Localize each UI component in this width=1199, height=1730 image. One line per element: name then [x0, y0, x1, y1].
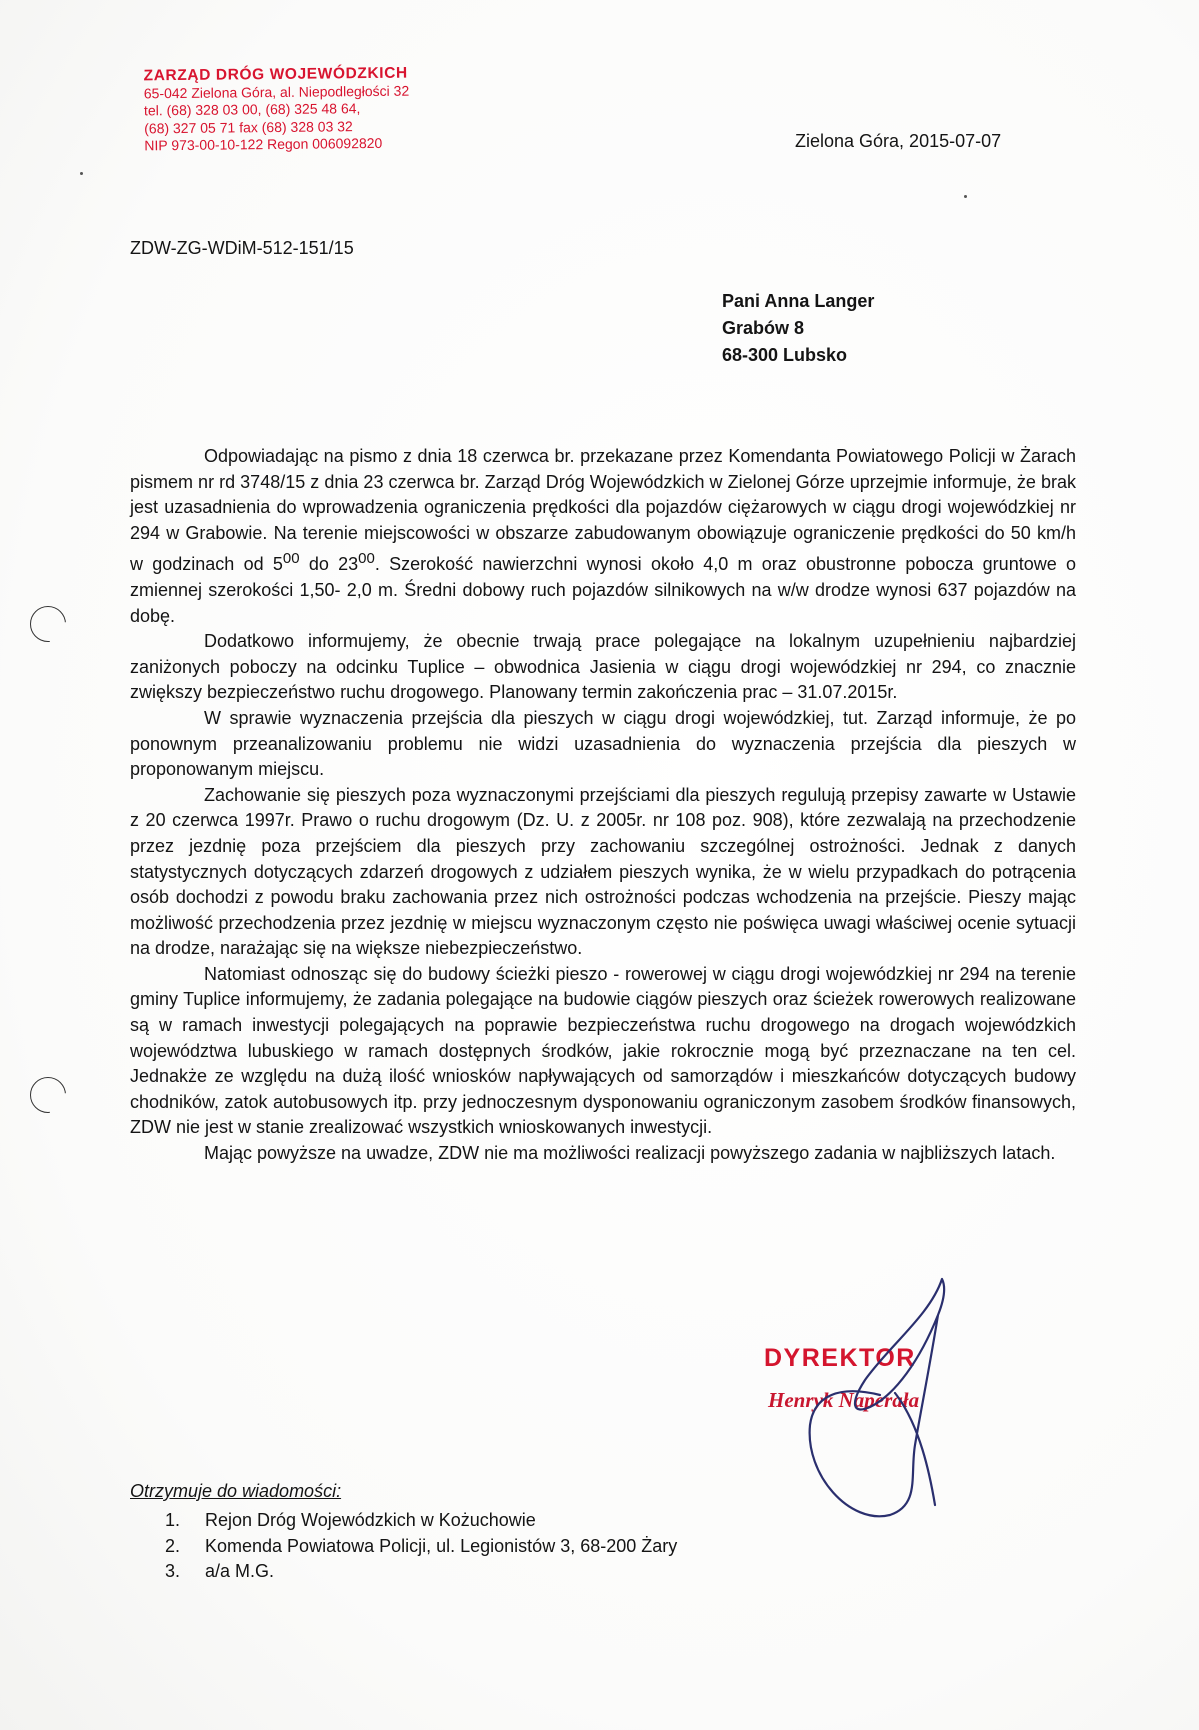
- recipient-address: [722, 288, 874, 369]
- place-date: Zielona Góra, 2015-07-07: [795, 131, 1002, 151]
- letterhead-organization: ZARZĄD DRÓG WOJEWÓDZKICH: [143, 64, 408, 85]
- letterhead-address: 65-042 Zielona Góra, al. Niepodległości 32: [143, 82, 410, 101]
- scan-speck: [80, 172, 83, 175]
- paragraph-1-text-b: do 23: [299, 554, 359, 575]
- paragraph-1-text-a: Odpowiadając na pismo z dnia 18 czerwca br. przekazane przez Komendanta Powiatowego Policji w Żarach pismem nr rd 3748/15 z dnia 23 czerwca br. Zarząd Dróg Wojewódzkich w Zielonej Górze uprzejmie informuje, że brak jest uzasadnienia do wprowadzenia ograniczenia prędkości dla pojazdów ciężarowych w ciągu drogi wojewódzkiej nr 294 w Grabowie. Na terenie miejscowości w obszarze zabudowanym obowiązuje ograniczenie prędkości do 50 km/h w godzinach od 5: [130, 446, 1076, 575]
- cc-item: [165, 1559, 677, 1585]
- paragraph-1-text-c: . Szerokość nawierzchni wynosi około 4,0 m oraz obustronne pobocza gruntowe o zmiennej szerokości 1,50- 2,0 m. Średni dobowy ruch pojazdów silnikowych na w/w drodze wynosi 637 pojazdów na dobę.: [130, 554, 1076, 626]
- letterhead-phone: tel. (68) 328 03 00, (68) 325 48 64,: [143, 100, 361, 119]
- cc-item-text: Rejon Dróg Wojewódzkich w Kożuchowie: [205, 1510, 536, 1530]
- cc-item-number: 2.: [165, 1535, 181, 1556]
- time-superscript: 00: [282, 550, 300, 568]
- time-superscript: 00: [358, 550, 375, 568]
- signatory-name-stamp: Henryk Naperała: [768, 1388, 920, 1412]
- handwritten-signature: [770, 1275, 1000, 1535]
- scan-speck: [964, 195, 967, 198]
- recipient-street: Grabów 8: [722, 318, 805, 338]
- letterhead-ids: NIP 973-00-10-122 Regon 006092820: [144, 134, 383, 154]
- recipient-city: 68-300 Lubsko: [722, 345, 848, 365]
- cc-item-number: 3.: [165, 1561, 181, 1582]
- paragraph-1: [130, 444, 1076, 629]
- cc-heading: Otrzymuje do wiadomości:: [130, 1481, 342, 1501]
- signatory-title-stamp: DYREKTOR: [764, 1344, 916, 1372]
- paragraph-6: Mając powyższe na uwadze, ZDW nie ma możliwości realizacji powyższego zadania w najbliższych latach.: [204, 1143, 1056, 1164]
- cc-item-text: a/a M.G.: [205, 1561, 275, 1582]
- punch-hole-top: [30, 606, 66, 642]
- cc-item: [165, 1508, 677, 1534]
- letterhead-stamp: [144, 65, 410, 155]
- cc-item-number: 1.: [165, 1510, 181, 1530]
- cc-item-text: Komenda Powiatowa Policji, ul. Legionistów 3, 68-200 Żary: [205, 1535, 678, 1556]
- reference-number: ZDW-ZG-WDiM-512-151/15: [130, 238, 354, 258]
- paragraph-5: Natomiast odnosząc się do budowy ścieżki pieszo - rowerowej w ciągu drogi wojewódzkiej nr 294 na terenie gminy Tuplice informujemy, że zadania polegające na budowie ciągów pieszych oraz ścieżek rowerowych realizowane są w ramach inwestycji polegających na poprawie bezpieczeństwa ruchu drogowego na drogach wojewódzkich województwa lubuskiego w ramach dostępnych środków, jakie rokrocznie mogą być przeznaczane na ten cel. Jednakże ze względu na dużą ilość wniosków napływających od samorządów i mieszkańców dotyczących budowy chodników, zatok autobusowych itp. przy jednoczesnym dysponowaniu ograniczonym zasobem środków finansowych, ZDW nie jest w stanie zrealizować wszystkich wnioskowanych inwestycji.: [130, 963, 1076, 1138]
- cc-list: [165, 1508, 677, 1585]
- paragraph-2: Dodatkowo informujemy, że obecnie trwają prace polegające na lokalnym uzupełnieniu najbardziej zaniżonych poboczy na odcinku Tuplice – obwodnica Jasienia w ciągu drogi wojewódzkiej nr 294, co znacznie zwiększy bezpieczeństwo ruchu drogowego. Planowany termin zakończenia prac – 31.07.2015r.: [130, 631, 1076, 703]
- recipient-name: Pani Anna Langer: [722, 291, 875, 311]
- paragraph-3: W sprawie wyznaczenia przejścia dla pieszych w ciągu drogi wojewódzkiej, tut. Zarząd informuje, że po ponownym przeanalizowaniu problemu nie widzi uzasadnienia do wyznaczenia przejścia dla pieszych w proponowanym miejscu.: [130, 707, 1076, 780]
- cc-item: [165, 1534, 677, 1560]
- letter-body: [130, 444, 1076, 1167]
- punch-hole-bottom: [30, 1077, 66, 1113]
- letterhead-phone-fax: (68) 327 05 71 fax (68) 328 03 32: [144, 117, 353, 136]
- paragraph-4: Zachowanie się pieszych poza wyznaczonymi przejściami dla pieszych regulują przepisy zawarte w Ustawie z 20 czerwca 1997r. Prawo o ruchu drogowym (Dz. U. z 2005r. nr 108 poz. 908), które zezwalają na przechodzenie przez jezdnię poza przejściem dla pieszych przy zachowaniu szczególnej ostrożności. Jednak z danych statystycznych dotyczących zdarzeń drogowych z udziałem pieszych wynika, że w wielu przypadkach do potrącenia osób dochodzi z powodu braku zachowania przez nich ostrożności podczas wchodzenia na przejście. Pieszy mając możliwość przechodzenia przez jezdnię w miejscu wyznaczonym często nie poświęca uwagi właściwej ocenie sytuacji na drodze, narażając się na większe niebezpieczeństwo.: [130, 784, 1076, 959]
